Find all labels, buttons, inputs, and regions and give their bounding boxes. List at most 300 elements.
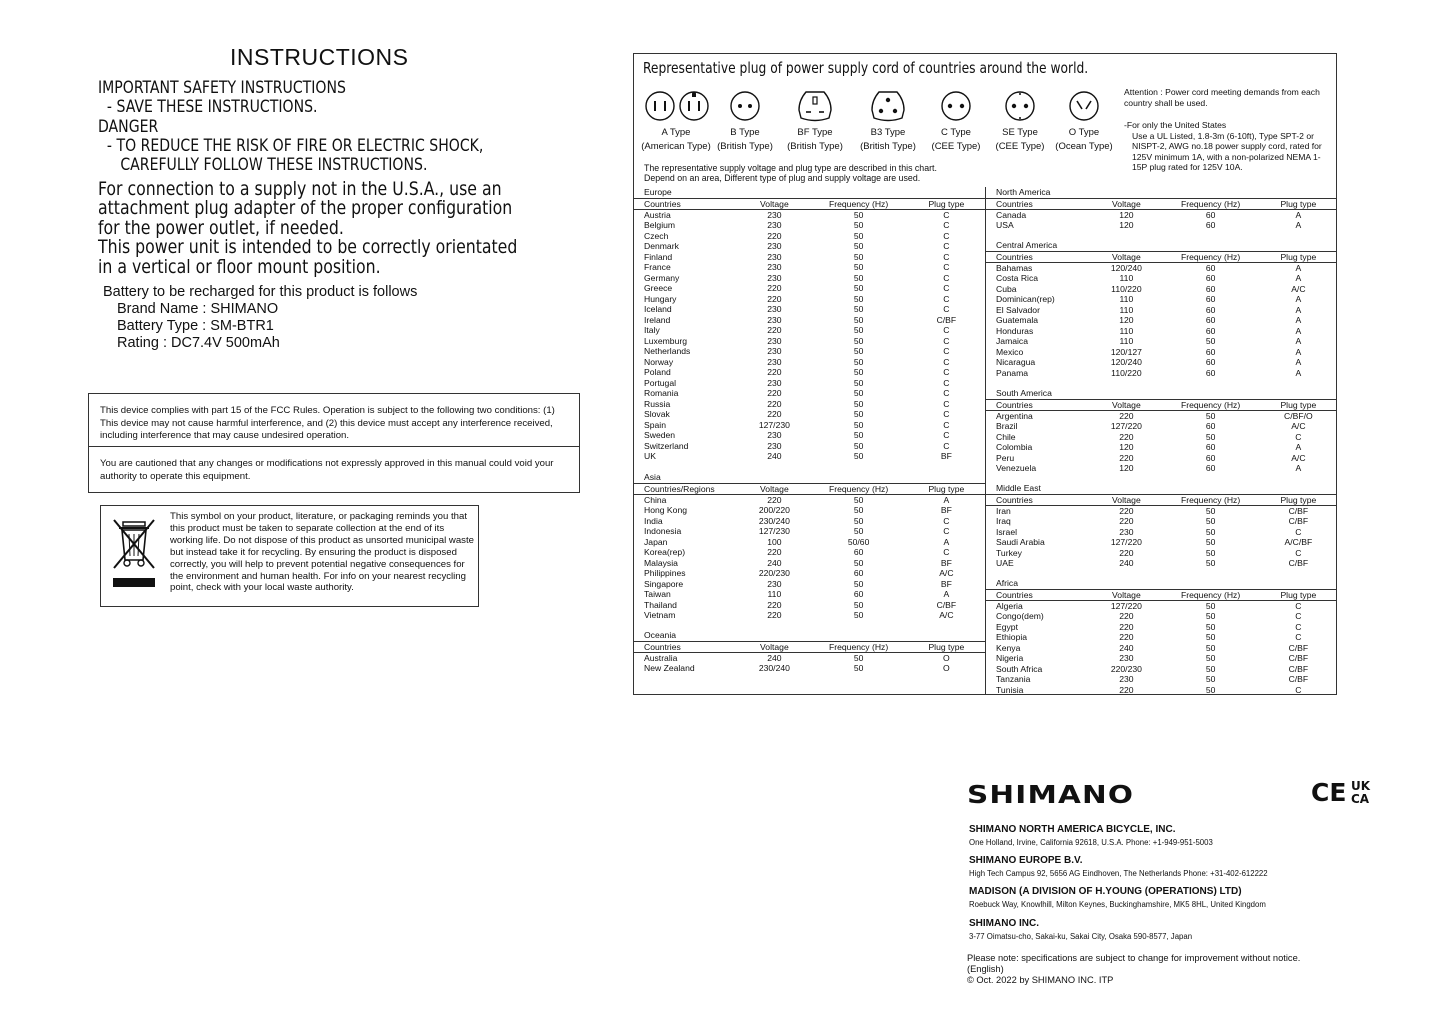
frequency-cell: 50/60 [847, 536, 870, 547]
table-row [634, 325, 985, 336]
col-plug-type-header: Plug type [908, 483, 985, 494]
table-row [986, 410, 1337, 421]
ce-ukca-marks-icon [1311, 778, 1377, 806]
plug-type-cell: C [943, 526, 950, 536]
voltage-cell: 120 [1119, 463, 1134, 473]
voltage-cell: 220 [767, 230, 782, 241]
col-voltage-header: Voltage [1091, 399, 1161, 410]
plug-se-type-icon [1002, 88, 1038, 124]
table-row [986, 548, 1337, 559]
table-row [634, 209, 985, 220]
region-oceania [634, 630, 985, 674]
region-name: Middle East [996, 483, 1041, 493]
frequency-cell: 50 [853, 283, 864, 293]
table-row [986, 347, 1337, 358]
frequency-cell: 50 [1205, 611, 1216, 621]
table-row [986, 622, 1337, 633]
table-row [986, 284, 1337, 295]
voltage-cell: 230 [767, 304, 782, 314]
voltage-cell: 230 [767, 272, 782, 283]
table-row [634, 516, 985, 527]
table-row [634, 273, 985, 284]
company-name-2: SHIMANO EUROPE B.V. [969, 855, 1083, 866]
table-row [986, 674, 1337, 685]
plug-c-type-name: C Type [941, 127, 971, 138]
table-row [986, 505, 1337, 516]
voltage-cell: 220 [1119, 431, 1134, 442]
voltage-cell: 200/220 [758, 505, 790, 515]
voltage-cell: 220 [1119, 410, 1134, 421]
table-row [634, 537, 985, 548]
fcc-caution-text: You are cautioned that any changes or modifications not expressly approved in this manual could void your authority to operate this equipment. [100, 458, 554, 482]
country-cell: USA [996, 220, 1014, 230]
representative-note [644, 163, 1114, 183]
country-cell: Sweden [644, 430, 676, 440]
table-row [634, 346, 985, 357]
frequency-cell: 50 [853, 440, 864, 451]
frequency-cell: 50 [853, 388, 864, 398]
plug-type-cell: A [1295, 325, 1302, 336]
plug-type-cell: A [1295, 304, 1302, 315]
voltage-cell: 110 [1119, 325, 1134, 336]
region-name: Oceania [644, 630, 677, 640]
region-south-america [986, 388, 1337, 474]
country-cell: Colombia [996, 442, 1033, 452]
country-cell: Cuba [996, 283, 1017, 294]
plug-type-cell: C [943, 515, 950, 526]
country-cell: Brazil [996, 421, 1018, 431]
plug-type-cell: A [1295, 262, 1302, 273]
frequency-cell: 60 [1205, 273, 1216, 283]
plug-a-type-icon [638, 88, 714, 124]
voltage-cell: 230 [767, 440, 782, 451]
country-cell: Singapore [644, 578, 684, 589]
plug-type-cell: O [943, 663, 950, 673]
country-cell: Costa Rica [996, 273, 1039, 283]
rep-note-line-1: The representative supply voltage and plug type are described in this chart. [644, 163, 937, 173]
plug-type-cell: C [943, 325, 950, 335]
table-row [634, 262, 985, 273]
country-cell: Greece [644, 283, 673, 293]
plug-type-cell: A [1295, 463, 1302, 473]
frequency-cell: 50 [853, 505, 864, 515]
voltage-cell: 220 [1119, 621, 1134, 632]
voltage-cell: 230 [767, 335, 782, 346]
col-plug-type-header: Plug type [1260, 198, 1337, 209]
region-table [634, 483, 985, 621]
frequency-cell: 60 [1205, 452, 1216, 463]
table-row [986, 611, 1337, 622]
col-voltage-header: Voltage [739, 641, 809, 652]
voltage-cell: 240 [767, 652, 782, 663]
table-row [634, 420, 985, 431]
plug-o-type-icon [1066, 88, 1102, 124]
country-cell: Portugal [644, 377, 677, 388]
region-table [986, 198, 1337, 231]
table-row [986, 421, 1337, 432]
plug-type-cell: A [943, 536, 950, 547]
voltage-cell: 127/230 [758, 419, 790, 430]
voltage-cell: 240 [1119, 642, 1134, 653]
plug-type-cell: C/BF [936, 599, 957, 610]
plug-b3-type-desc: (British Type) [860, 141, 916, 152]
plug-b3-type-name: B3 Type [870, 127, 906, 138]
frequency-cell: 60 [1205, 463, 1216, 473]
plug-c-type-desc: (CEE Type) [931, 141, 981, 152]
country-cell: Canada [996, 209, 1027, 220]
region-north-america [986, 187, 1337, 231]
plug-type-cell: C/BF [1288, 558, 1309, 568]
table-row [986, 453, 1337, 464]
voltage-cell: 220 [1119, 684, 1134, 695]
country-cell: Italy [644, 325, 660, 335]
plug-type-cell: C [1295, 526, 1302, 537]
plug-b-type-name: B Type [730, 127, 760, 138]
col-plug-type-header: Plug type [1260, 399, 1337, 410]
frequency-cell: 50 [853, 557, 864, 568]
voltage-cell: 230 [767, 356, 782, 367]
plug-type-cell: C [943, 293, 950, 304]
plug-bf-type-icon [796, 88, 834, 124]
country-cell: Venezuela [996, 463, 1037, 473]
voltage-cell: 120 [1119, 209, 1134, 220]
table-row [634, 568, 985, 579]
country-cell: Nigeria [996, 653, 1024, 663]
frequency-cell: 50 [853, 599, 864, 610]
table-row [634, 294, 985, 305]
plug-type-cell: A/C [1291, 421, 1306, 431]
voltage-cell: 127/220 [1110, 537, 1142, 547]
country-cell: Bahamas [996, 262, 1033, 273]
plug-bf-type [780, 88, 850, 154]
country-cell: Vietnam [644, 610, 676, 620]
voltage-cell: 230 [767, 314, 782, 325]
country-cell: Germany [644, 272, 680, 283]
frequency-cell: 50 [1205, 632, 1216, 642]
voltage-cell: 220 [1119, 632, 1134, 642]
col-countries-header: Countries [634, 198, 739, 209]
weee-notice-box [100, 505, 479, 607]
voltage-cell: 230/240 [758, 515, 790, 526]
safety-line-1: IMPORTANT SAFETY INSTRUCTIONS [98, 78, 346, 98]
table-row [986, 600, 1337, 611]
col-voltage-header: Voltage [739, 483, 809, 494]
frequency-cell: 50 [853, 262, 864, 272]
country-cell: El Salvador [996, 304, 1040, 315]
plug-type-cell: C [943, 220, 950, 230]
voltage-cell: 220 [767, 398, 782, 409]
voltage-cell: 220 [767, 409, 782, 419]
frequency-cell: 50 [1205, 410, 1216, 421]
frequency-cell: 50 [853, 272, 864, 283]
plug-type-cell: BF [940, 451, 952, 461]
frequency-cell: 50 [853, 241, 864, 251]
connection-line-4: This power unit is intended to be correctly orientated [98, 236, 518, 258]
table-row [634, 367, 985, 378]
frequency-cell: 50 [853, 251, 864, 262]
fcc-compliance-text: This device complies with part 15 of the FCC Rules. Operation is subject to the following two conditions: (1) This device may not cause harmful interference, and (2) this device must accept any interference received, including interference that may cause undesired operation. [100, 405, 555, 441]
attention-text: Power cord meeting demands from each country shall be used. [1124, 87, 1320, 108]
frequency-cell: 50 [853, 652, 864, 663]
plug-type-cell: C [1295, 431, 1302, 442]
voltage-cell: 120/127 [1110, 346, 1142, 357]
voltage-cell: 120/240 [1110, 262, 1142, 273]
country-cell: Taiwan [644, 589, 671, 599]
country-cell: Czech [644, 230, 669, 241]
company-name-1: SHIMANO NORTH AMERICA BICYCLE, INC. [969, 824, 1176, 835]
voltage-cell: 230 [767, 346, 782, 356]
country-cell: Honduras [996, 325, 1034, 336]
frequency-cell: 50 [1205, 547, 1216, 558]
voltage-cell: 230/240 [758, 663, 790, 673]
plug-c-type [921, 88, 991, 154]
frequency-cell: 50 [1205, 336, 1216, 346]
plug-type-cell: C [1295, 684, 1302, 695]
company-address-4: 3-77 Oimatsu-cho, Sakai-ku, Sakai City, Osaka 590-8577, Japan [969, 932, 1193, 941]
country-cell: Ireland [644, 314, 671, 325]
plug-type-cell: A [1295, 346, 1302, 357]
frequency-cell: 50 [853, 346, 864, 356]
col-plug-type-header: Plug type [908, 641, 985, 652]
voltage-cell: 220 [767, 494, 782, 505]
voltage-cell: 220 [767, 610, 782, 620]
plug-type-cell: C [943, 346, 950, 356]
copyright: © Oct. 2022 by SHIMANO INC. ITP [967, 975, 1114, 985]
country-cell: Dominican(rep) [996, 294, 1055, 304]
plug-o-type-desc: (Ocean Type) [1055, 141, 1113, 152]
plug-type-cell: A/C [1291, 452, 1306, 463]
frequency-cell: 50 [853, 304, 864, 314]
frequency-cell: 60 [1205, 442, 1216, 452]
voltage-cell: 220 [767, 325, 782, 335]
frequency-cell: 50 [853, 419, 864, 430]
plug-o-type-name: O Type [1068, 127, 1100, 138]
country-cell: Mexico [996, 346, 1024, 357]
plug-type-cell: BF [940, 505, 952, 515]
plug-type-cell: A [1295, 273, 1302, 283]
plug-type-cell: C [943, 388, 950, 398]
frequency-cell: 50 [1205, 516, 1216, 526]
table-row [634, 388, 985, 399]
table-row [986, 632, 1337, 643]
frequency-cell: 60 [1205, 262, 1216, 273]
plug-type-cell: C [1295, 600, 1302, 611]
frequency-cell: 50 [853, 356, 864, 367]
plug-b-type-icon [727, 88, 763, 124]
voltage-cell: 220 [1119, 547, 1134, 558]
frequency-cell: 50 [853, 314, 864, 325]
country-cell: Poland [644, 367, 671, 377]
plug-se-type [985, 88, 1055, 154]
plug-type-cell: BF [940, 578, 952, 589]
country-cell: Iran [996, 505, 1011, 516]
col-plug-type-header: Plug type [1260, 494, 1337, 505]
plug-type-cell: C [943, 430, 950, 440]
frequency-cell: 50 [853, 230, 864, 241]
plug-se-type-desc: (CEE Type) [995, 141, 1045, 152]
voltage-cell: 220 [1119, 505, 1134, 516]
country-cell: Peru [996, 452, 1015, 463]
frequency-cell: 60 [853, 589, 864, 599]
table-row [986, 685, 1337, 696]
table-row [986, 527, 1337, 538]
table-row [634, 547, 985, 558]
col-frequency-header: Frequency (Hz) [1161, 198, 1259, 209]
plug-b-type-desc: (British Type) [717, 141, 773, 152]
plug-type-cell: C [943, 230, 950, 241]
frequency-cell: 50 [1205, 642, 1216, 653]
table-row [986, 336, 1337, 347]
plug-bf-type-desc: (British Type) [787, 141, 843, 152]
voltage-cell: 110 [1119, 273, 1134, 283]
us-cord-note [1124, 120, 1334, 173]
plug-type-cell: C [943, 356, 950, 367]
country-cell: Philippines [644, 568, 686, 578]
plug-type-cell: C [943, 440, 950, 451]
connection-line-3: for the power outlet, if needed. [98, 217, 344, 239]
table-row [634, 663, 985, 674]
voltage-cell: 220 [767, 599, 782, 610]
country-cell: Slovak [644, 409, 670, 419]
country-cell: Egypt [996, 621, 1018, 632]
region-table [634, 641, 985, 674]
frequency-cell: 60 [1205, 209, 1216, 220]
voltage-cell: 120/240 [1110, 357, 1142, 367]
frequency-cell: 50 [853, 430, 864, 440]
frequency-cell: 50 [853, 451, 864, 461]
plug-type-cell: C/BF [1288, 642, 1309, 653]
frequency-cell: 60 [1205, 367, 1216, 378]
country-cell: Australia [644, 652, 678, 663]
ukca-mark-bottom: CA [1351, 792, 1370, 806]
voltage-cell: 220 [1119, 611, 1134, 621]
plug-type-cell: A [1295, 336, 1302, 346]
connection-line-1: For connection to a supply not in the U.S.A., use an [98, 178, 502, 200]
table-row [634, 231, 985, 242]
frequency-cell: 50 [1205, 537, 1216, 547]
col-countries-header: Countries [634, 641, 739, 652]
col-frequency-header: Frequency (Hz) [1161, 399, 1259, 410]
safety-line-5: CAREFULLY FOLLOW THESE INSTRUCTIONS. [98, 155, 428, 175]
plug-chart [633, 53, 1337, 695]
country-cell: Hungary [644, 293, 677, 304]
battery-type: Battery Type : SM-BTR1 [117, 318, 274, 334]
country-cell: UAE [996, 558, 1014, 568]
region-name: Central America [996, 240, 1058, 250]
frequency-cell: 60 [1205, 346, 1216, 357]
plug-se-type-name: SE Type [1002, 127, 1038, 138]
region-table [986, 399, 1337, 474]
country-cell: Argentina [996, 410, 1033, 421]
attention-note [1124, 87, 1329, 108]
us-note-title: -For only the United States [1124, 120, 1227, 130]
region-table [986, 589, 1337, 696]
country-cell: Austria [644, 209, 671, 220]
voltage-cell: 230 [767, 262, 782, 272]
voltage-cell: 230 [1119, 526, 1134, 537]
region-europe [634, 187, 985, 462]
plug-bf-type-name: BF Type [797, 127, 833, 138]
plug-c-type-icon [938, 88, 974, 124]
voltage-cell: 220 [767, 388, 782, 398]
frequency-cell: 50 [1205, 653, 1216, 663]
table-row [634, 589, 985, 600]
country-cell: Malaysia [644, 557, 678, 568]
us-note-text: Use a UL Listed, 1.8-3m (6-10ft), Type SPT-2 or NISPT-2, AWG no.18 power supply cord, rated for 125V minimum 1A, with a non-polarized NEMA 1-15P plug rated for 125V 10A. [1132, 130, 1322, 172]
frequency-cell: 50 [853, 220, 864, 230]
table-row [634, 558, 985, 569]
fcc-notice-box [88, 393, 580, 493]
table-row [634, 357, 985, 368]
battery-rating: Rating : DC7.4V 500mAh [117, 335, 280, 351]
plug-type-cell: C [943, 377, 950, 388]
table-row [634, 315, 985, 326]
plug-type-cell: A [1295, 367, 1302, 378]
voltage-cell: 110/220 [1111, 283, 1142, 294]
table-row [986, 305, 1337, 316]
voltage-cell: 220/230 [1110, 663, 1142, 674]
country-cell: Hong Kong [644, 505, 688, 515]
company-address-3: Roebuck Way, Knowlhill, Milton Keynes, Buckinghamshire, MK5 8HL, United Kingdom [969, 900, 1266, 909]
voltage-cell: 220 [1119, 452, 1134, 463]
table-row [634, 304, 985, 315]
table-row [634, 579, 985, 590]
voltage-cell: 240 [767, 451, 782, 461]
frequency-cell: 50 [1205, 684, 1216, 695]
table-row [986, 664, 1337, 675]
country-cell: Saudi Arabia [996, 537, 1045, 547]
plug-type-cell: C [943, 304, 950, 314]
table-row [986, 209, 1337, 220]
country-cell: Denmark [644, 241, 679, 251]
voltage-cell: 220 [767, 367, 782, 377]
table-row [986, 273, 1337, 284]
table-row [634, 336, 985, 347]
table-row [986, 442, 1337, 453]
frequency-cell: 60 [1205, 421, 1216, 431]
plug-type-cell: A [1295, 357, 1302, 367]
col-voltage-header: Voltage [739, 198, 809, 209]
country-cell: Romania [644, 388, 679, 398]
attention-label: Attention : [1124, 87, 1166, 97]
frequency-cell: 60 [1205, 315, 1216, 325]
frequency-cell: 50 [853, 409, 864, 419]
country-cell: Jamaica [996, 336, 1028, 346]
ce-mark: CE [1311, 778, 1347, 806]
col-plug-type-header: Plug type [1260, 589, 1337, 600]
col-frequency-header: Frequency (Hz) [809, 641, 907, 652]
table-row [986, 643, 1337, 654]
col-countries-header: Countries [986, 198, 1091, 209]
shimano-logo: SHIMANO [967, 780, 1135, 809]
frequency-cell: 50 [853, 663, 864, 673]
country-cell: Thailand [644, 599, 677, 610]
plug-type-cell: A/C [939, 610, 954, 620]
safety-line-3: DANGER [98, 117, 159, 137]
plug-b3-type-icon [869, 88, 907, 124]
battery-brand: Brand Name : SHIMANO [117, 301, 279, 317]
plug-type-cell: C [943, 272, 950, 283]
country-cell: India [644, 515, 663, 526]
country-cell: Tunisia [996, 684, 1024, 695]
safety-line-4: - TO REDUCE THE RISK OF FIRE OR ELECTRIC SHOCK, [98, 136, 484, 156]
frequency-cell: 50 [853, 578, 864, 589]
frequency-cell: 50 [1205, 431, 1216, 442]
table-row [634, 409, 985, 420]
voltage-cell: 220 [1119, 516, 1134, 526]
country-cell: Guatemala [996, 315, 1039, 325]
table-row [986, 368, 1337, 379]
